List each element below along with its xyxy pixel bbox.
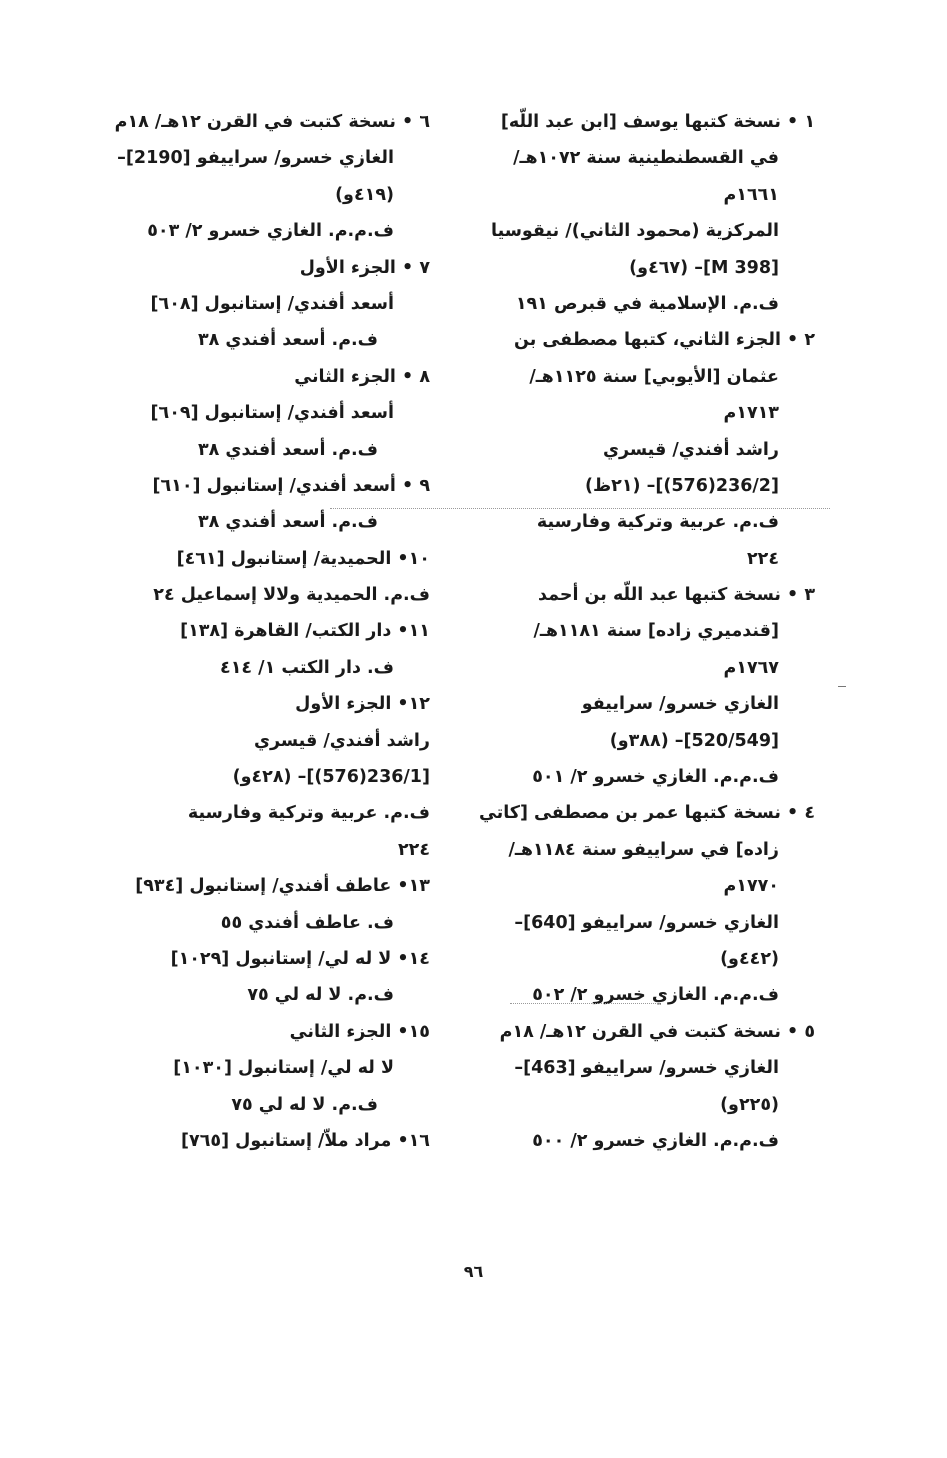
text-line: [M 398]– (٤٦٧و) xyxy=(629,257,779,278)
text-line: ٨ • الجزء الثاني xyxy=(294,366,430,387)
text-line: الغازي خسرو/ سراييفو [463]– xyxy=(514,1058,779,1079)
text-line: ٧ • الجزء الأول xyxy=(299,257,430,278)
text-line: ١٧٦٧م xyxy=(723,657,779,678)
text-line: عثمان [الأيوبي] سنة ١١٢٥هـ/ xyxy=(529,366,779,387)
text-line: ٩ • أسعد أفندي/ إستانبول [٦١٠] xyxy=(152,475,430,496)
text-line: ف.م. لا له لي ٧٥ xyxy=(231,1094,378,1115)
text-line: ٢٢٤ xyxy=(746,548,779,569)
text-line: ف.م. عربية وتركية وفارسية xyxy=(536,512,779,533)
text-line: ١٤• لا له لي/ إستانبول [١٠٢٩] xyxy=(170,948,430,969)
text-line: (٤١٩و) xyxy=(335,184,394,205)
text-line: ف.م. أسعد أفندي ٣٨ xyxy=(197,512,378,533)
text-line: الغازي خسرو/ سراييفو [640]– xyxy=(514,912,779,933)
text-line: ف.م.م. الغازي خسرو ٢/ ٥٠٣ xyxy=(147,221,394,242)
text-line: أسعد أفندي/ إستانبول [٦٠٩] xyxy=(150,403,394,424)
text-line: لا له لي/ إستانبول [١٠٣٠] xyxy=(173,1058,394,1079)
page-number: ٩٦ xyxy=(463,1262,484,1281)
text-line: (٢٢٥و) xyxy=(720,1094,779,1115)
dotted-rule-short xyxy=(510,1003,660,1004)
text-line: ١٠• الحميدية/ إستانبول [٤٦١] xyxy=(176,548,430,569)
text-line: ف. دار الكتب ١/ ٤١٤ xyxy=(220,657,394,678)
text-line: (٤٤٢و) xyxy=(720,948,779,969)
text-line: ١٦• مراد ملاّ/ إستانبول [٧٦٥] xyxy=(181,1130,430,1151)
text-line: ١٦٦١م xyxy=(723,184,779,205)
text-line: ٤ • نسخة كتبها عمر بن مصطفى [كاتي xyxy=(478,803,815,824)
text-line: ١٢• الجزء الأول xyxy=(295,694,430,715)
left-column xyxy=(90,104,430,1159)
text-line: ف.م. الإسلامية في قبرص ١٩١ xyxy=(515,293,779,314)
text-line: [236/1(576)]– (٤٢٨و) xyxy=(232,767,430,788)
text-line: ف.م. أسعد أفندي ٣٨ xyxy=(197,330,378,351)
text-line: ٥ • نسخة كتبت في القرن ١٢هـ/ ١٨م xyxy=(499,1021,815,1042)
text-line: راشد أفندي/ قيسري xyxy=(602,439,779,460)
text-line: ١٧١٣م xyxy=(723,403,779,424)
text-line: ف.م. الحميدية ولالا إسماعيل ٢٤ xyxy=(153,585,430,606)
margin-mark xyxy=(838,686,846,687)
text-line: ١١• دار الكتب/ القاهرة [١٣٨] xyxy=(180,621,430,642)
text-line: أسعد أفندي/ إستانبول [٦٠٨] xyxy=(150,293,394,314)
text-line: الغازي خسرو/ سراييفو [2190]– xyxy=(117,148,394,169)
text-line: ف.م. أسعد أفندي ٣٨ xyxy=(197,439,378,460)
text-line: ف.م. عربية وتركية وفارسية xyxy=(187,803,430,824)
text-line: الغازي خسرو/ سراييفو xyxy=(581,694,779,715)
text-line: ف.م.م. الغازي خسرو ٢/ ٥٠١ xyxy=(532,767,779,788)
dotted-rule xyxy=(330,508,830,509)
right-column xyxy=(470,104,815,1159)
text-line: ف.م.م. الغازي خسرو ٢/ ٥٠٢ xyxy=(532,985,779,1006)
text-line: راشد أفندي/ قيسري xyxy=(253,730,430,751)
text-line: [قندميري زاده] سنة ١١٨١هـ/ xyxy=(533,621,779,642)
text-line: زاده] في سراييفو سنة ١١٨٤هـ/ xyxy=(508,839,779,860)
text-line: ف. عاطف أفندي ٥٥ xyxy=(220,912,394,933)
text-line: ف.م.م. الغازي خسرو ٢/ ٥٠٠ xyxy=(532,1130,779,1151)
text-line: ١٥• الجزء الثاني xyxy=(289,1021,430,1042)
text-line: المركزية (محمود الثاني)/ نيقوسيا xyxy=(491,221,779,242)
text-line: [236/2(576)]– (٢١ظ) xyxy=(584,475,779,496)
text-line: ٢٢٤ xyxy=(397,839,430,860)
text-line: ١٣• عاطف أفندي/ إستانبول [٩٣٤] xyxy=(135,876,430,897)
text-line: ١ • نسخة كتبها يوسف [ابن عبد اللّه] xyxy=(500,112,815,132)
text-line: في القسطنطينية سنة ١٠٧٢هـ/ xyxy=(513,148,779,169)
text-line: ١٧٧٠م xyxy=(723,876,779,897)
text-line: ٣ • نسخة كتبها عبد اللّه بن أحمد xyxy=(537,585,815,606)
text-line: ٦ • نسخة كتبت في القرن ١٢هـ/ ١٨م xyxy=(114,112,430,132)
text-line: ف.م. لا له لي ٧٥ xyxy=(247,985,394,1006)
text-line: [520/549]– (٣٨٨و) xyxy=(609,730,779,751)
text-line: ٢ • الجزء الثاني، كتبها مصطفى بن xyxy=(514,330,815,351)
